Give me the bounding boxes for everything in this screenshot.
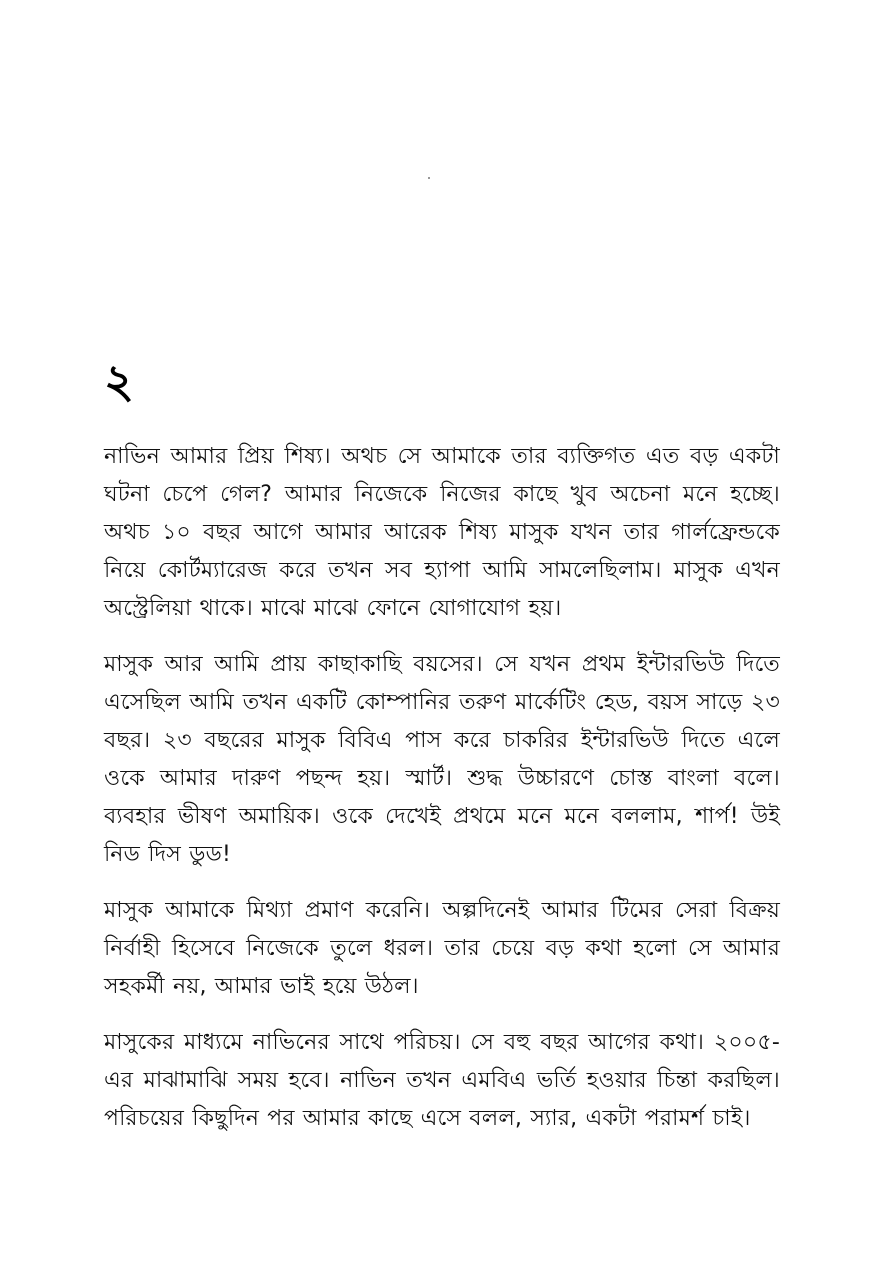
print-speck xyxy=(428,177,430,179)
chapter-number: ২ xyxy=(104,354,134,408)
chapter-body xyxy=(104,438,780,1156)
paragraph-2: মাসুক আর আমি প্রায় কাছাকাছি বয়সের। সে যখন প্রথম ইন্টারভিউ দিতে এসেছিল আমি তখন একটি কোম্পানির তরুণ মার্কেটিং হেড, বয়স সাড়ে ২৩ বছর। ২৩ বছরের মাসুক বিবিএ পাস করে চাকরির ইন্টারভিউ দিতে এলে ওকে আমার দারুণ পছন্দ হয়। স্মার্ট। শুদ্ধ উচ্চারণে চোস্ত বাংলা বলে। ব্যবহার ভীষণ অমায়িক। ওকে দেখেই প্রথমে মনে মনে বললাম, শার্প! উই নিড দিস ডুড! xyxy=(104,652,780,867)
paragraph-3: মাসুক আমাকে মিথ্যা প্রমাণ করেনি। অল্পদিনেই আমার টিমের সেরা বিক্রয় নির্বাহী হিসেবে নিজেকে তুলে ধরল। তার চেয়ে বড় কথা হলো সে আমার সহকর্মী নয়, আমার ভাই হয়ে উঠল। xyxy=(104,898,780,999)
paragraph-4: মাসুকের মাধ্যমে নাভিনের সাথে পরিচয়। সে বহু বছর আগের কথা। ২০০৫-এর মাঝামাঝি সময় হবে। নাভিন তখন এমবিএ ভর্তি হওয়ার চিন্তা করছিল। পরিচয়ের কিছুদিন পর আমার কাছে এসে বলল, স্যার, একটা পরামর্শ চাই। xyxy=(104,1030,780,1131)
paragraph-1: নাভিন আমার প্রিয় শিষ্য। অথচ সে আমাকে তার ব্যক্তিগত এত বড় একটা ঘটনা চেপে গেল? আমার নিজেকে নিজের কাছে খুব অচেনা মনে হচ্ছে। অথচ ১০ বছর আগে আমার আরেক শিষ্য মাসুক যখন তার গার্লফ্রেন্ডকে নিয়ে কোর্টম্যারেজ করে তখন সব হ্যাপা আমি সামলেছিলাম। মাসুক এখন অস্ট্রেলিয়া থাকে। মাঝে মাঝে ফোনে যোগাযোগ হয়। xyxy=(104,444,780,621)
